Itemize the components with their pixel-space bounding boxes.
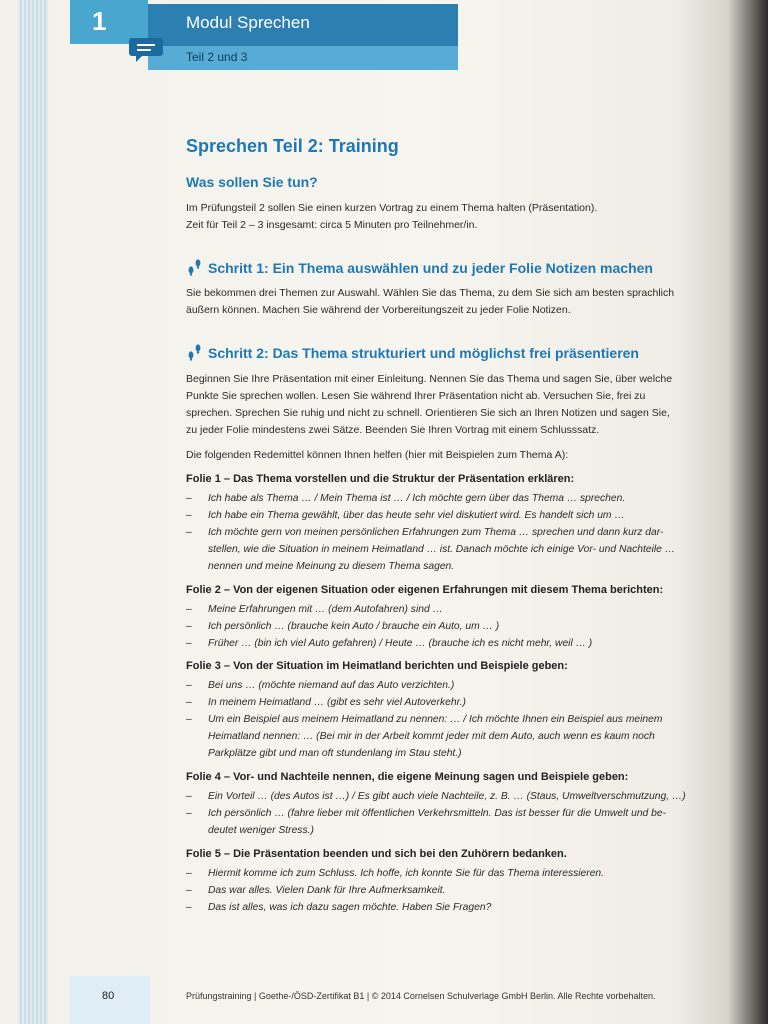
task-heading: Was sollen Sie tun?	[186, 174, 318, 190]
page-number: 80	[102, 990, 115, 1002]
list-item: – Ich möchte gern von meinen persönlichen Erfahrungen zum Thema … sprechen und dann kurz dar- stellen, wie die Situation in meinem Heimatland … ist. Danach möchte ich einige Vor- und Nachteile … nennen und meine Meinung zu diesem Thema sagen.	[186, 527, 676, 572]
speech-bubble-icon	[128, 34, 164, 64]
list-item: – Das ist alles, was ich dazu sagen möchte. Haben Sie Fragen?	[186, 902, 492, 913]
step2-line: sprechen. Sprechen Sie ruhig und nicht zu schnell. Orientieren Sie sich an Ihren Notizen und sagen Sie,	[186, 407, 670, 419]
intro-line: Im Prüfungsteil 2 sollen Sie einen kurzen Vortrag zu einem Thema halten (Präsentation).	[186, 202, 598, 214]
footsteps-icon	[186, 343, 204, 361]
book-spine-shadow	[728, 0, 768, 1024]
page-edge-stack	[18, 0, 48, 1024]
folie-4-heading: Folie 4 – Vor- und Nachteile nennen, die eigene Meinung sagen und Beispiele geben:	[186, 771, 629, 783]
list-item: – Ich persönlich … (brauche kein Auto / brauche ein Auto, um … )	[186, 621, 500, 632]
list-item: – Bei uns … (möchte niemand auf das Auto verzichten.)	[186, 680, 455, 691]
list-item: – Das war alles. Vielen Dank für Ihre Aufmerksamkeit.	[186, 885, 446, 896]
footsteps-icon	[186, 258, 204, 276]
step2-line: zu jeder Folie mindestens zwei Sätze. Beenden Sie Ihren Vortrag mit einem Schlusssatz.	[186, 424, 600, 436]
step2-line: Punkte Sie sprechen wollen. Lesen Sie während Ihrer Präsentation nicht ab. Versuchen Sie, frei zu	[186, 390, 646, 402]
folie-5-heading: Folie 5 – Die Präsentation beenden und sich bei den Zuhörern bedanken.	[186, 848, 567, 860]
footer-text: Prüfungstraining | Goethe-/ÖSD-Zertifikat B1 | © 2014 Cornelsen Schulverlage GmbH Berlin. Alle Rechte vorbehalten.	[186, 991, 656, 1001]
step1-line: äußern können. Machen Sie während der Vorbereitungszeit zu jeder Folie Notizen.	[186, 304, 571, 316]
list-item: – Ich habe ein Thema gewählt, über das heute sehr viel diskutiert wird. Es handelt sich um …	[186, 510, 625, 521]
module-number: 1	[92, 6, 107, 36]
list-item: – Früher … (bin ich viel Auto gefahren) / Heute … (brauche ich es nicht mehr, weil … )	[186, 638, 593, 649]
step2-heading	[186, 343, 639, 361]
module-title: Modul Sprechen	[186, 13, 310, 32]
step1-paragraph	[186, 285, 718, 319]
module-subtitle: Teil 2 und 3	[186, 50, 248, 64]
intro-paragraph	[186, 200, 718, 234]
step1-heading	[186, 258, 653, 276]
list-item: – Ich habe als Thema … / Mein Thema ist … / Ich möchte gern über das Thema … sprechen.	[186, 493, 626, 504]
list-item: – Ich persönlich … (fahre lieber mit öffentlichen Verkehrsmitteln. Das ist besser für die Umwelt und be- deutet weniger Stress.)	[186, 808, 667, 836]
list-item: – Meine Erfahrungen mit … (dem Autofahren) sind …	[186, 604, 443, 615]
step2-line: Beginnen Sie Ihre Präsentation mit einer Einleitung. Nennen Sie das Thema und sagen Sie, über welche	[186, 373, 673, 385]
list-item: – In meinem Heimatland … (gibt es sehr viel Autoverkehr.)	[186, 697, 466, 708]
list-item: – Ein Vorteil … (des Autos ist …) / Es gibt auch viele Nachteile, z. B. … (Staus, Umweltverschmutzung, …)	[186, 791, 686, 802]
folie-3-heading: Folie 3 – Von der Situation im Heimatland berichten und Beispiele geben:	[186, 660, 568, 672]
step2-paragraph	[186, 371, 718, 439]
folie-2-heading: Folie 2 – Von der eigenen Situation oder eigenen Erfahrungen mit diesem Thema berichten:	[186, 584, 664, 596]
redemittel-intro: Die folgenden Redemittel können Ihnen helfen (hier mit Beispielen zum Thema A):	[186, 449, 569, 461]
page-title: Sprechen Teil 2: Training	[186, 136, 399, 156]
step2-title: Schritt 2: Das Thema strukturiert und möglichst frei präsentieren	[208, 345, 639, 361]
intro-line: Zeit für Teil 2 – 3 insgesamt: circa 5 Minuten pro Teilnehmer/in.	[186, 219, 478, 231]
folie-1-heading: Folie 1 – Das Thema vorstellen und die Struktur der Präsentation erklären:	[186, 473, 575, 485]
list-item: – Hiermit komme ich zum Schluss. Ich hoffe, ich konnte Sie für das Thema interessieren.	[186, 868, 605, 879]
step1-title: Schritt 1: Ein Thema auswählen und zu jeder Folie Notizen machen	[208, 260, 653, 276]
list-item: – Um ein Beispiel aus meinem Heimatland zu nennen: … / Ich möchte Ihnen ein Beispiel aus meinem Heimatland nennen: … (Bei mir in der Arbeit kommt jeder mit dem Auto, auch wenn es kaum noch Parkplätze gibt und man oft stundenlang im Stau steht.)	[186, 714, 663, 759]
step1-line: Sie bekommen drei Themen zur Auswahl. Wählen Sie das Thema, zu dem Sie sich am besten sprachlich	[186, 287, 675, 299]
